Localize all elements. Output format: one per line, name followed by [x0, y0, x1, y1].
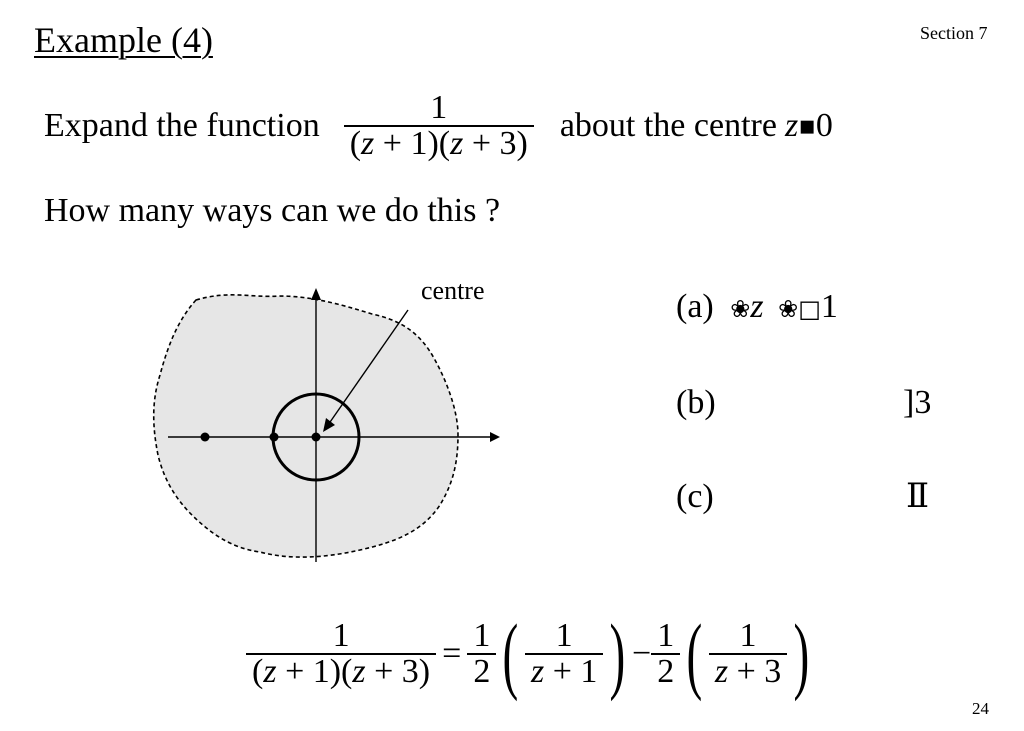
left-paren: (: [502, 606, 519, 702]
left-paren: (: [686, 606, 703, 702]
flower-icon: ❀: [730, 295, 751, 323]
pole-minus-three: [201, 433, 210, 442]
fraction-denominator: (z + 1)(z + 3): [349, 125, 528, 162]
prompt-tail-value: 0: [815, 107, 833, 144]
fraction-numerator: 1: [430, 89, 448, 126]
lhs-fraction: $\frac{1}{(z + 1)(z + 3)}$: [246, 619, 436, 689]
half-coefficient: $\frac{1}{2}$: [467, 619, 496, 689]
prompt-tail-var: z: [784, 107, 799, 144]
option-b-label: (b): [676, 384, 716, 421]
complex-plane-diagram: [140, 270, 510, 570]
y-axis-arrow: [311, 288, 321, 300]
flower-icon: ❀: [778, 295, 799, 323]
half-coefficient-2: $\frac{1}{2}$: [651, 619, 680, 689]
option-c-label: (c): [676, 478, 714, 515]
prompt-tail-glyph: ▪: [798, 111, 816, 141]
pole-minus-one: [270, 433, 279, 442]
option-b-value: ]3: [903, 384, 932, 421]
x-axis-arrow: [490, 432, 500, 442]
option-a-label: (a): [676, 288, 714, 325]
equals-sign: =: [442, 635, 462, 672]
prompt-fraction: [344, 91, 534, 161]
term-two-fraction: $\frac{1}{z + 3}$: [709, 619, 787, 689]
right-paren: ): [793, 606, 810, 702]
region-boundary: [154, 295, 458, 557]
prompt-line: [44, 76, 833, 176]
box-icon: □: [798, 295, 821, 323]
option-c-value: Ⅱ: [906, 478, 930, 515]
partial-fraction-equation: [246, 604, 816, 704]
prompt-lead: Expand the function: [44, 107, 320, 144]
question-text: How many ways can we do this ?: [44, 192, 501, 229]
centre-point: [312, 433, 321, 442]
page-number: 24: [972, 699, 989, 718]
minus-sign: −: [632, 635, 652, 672]
term-one-fraction: $\frac{1}{z + 1}$: [525, 619, 603, 689]
centre-label: centre: [421, 276, 485, 305]
right-paren: ): [609, 606, 626, 702]
section-label: Section 7: [920, 23, 988, 43]
slide-title: Example (4): [34, 20, 213, 60]
option-a: (a) ❀z ❀□1: [676, 288, 838, 325]
prompt-tail: about the centre: [559, 107, 777, 144]
